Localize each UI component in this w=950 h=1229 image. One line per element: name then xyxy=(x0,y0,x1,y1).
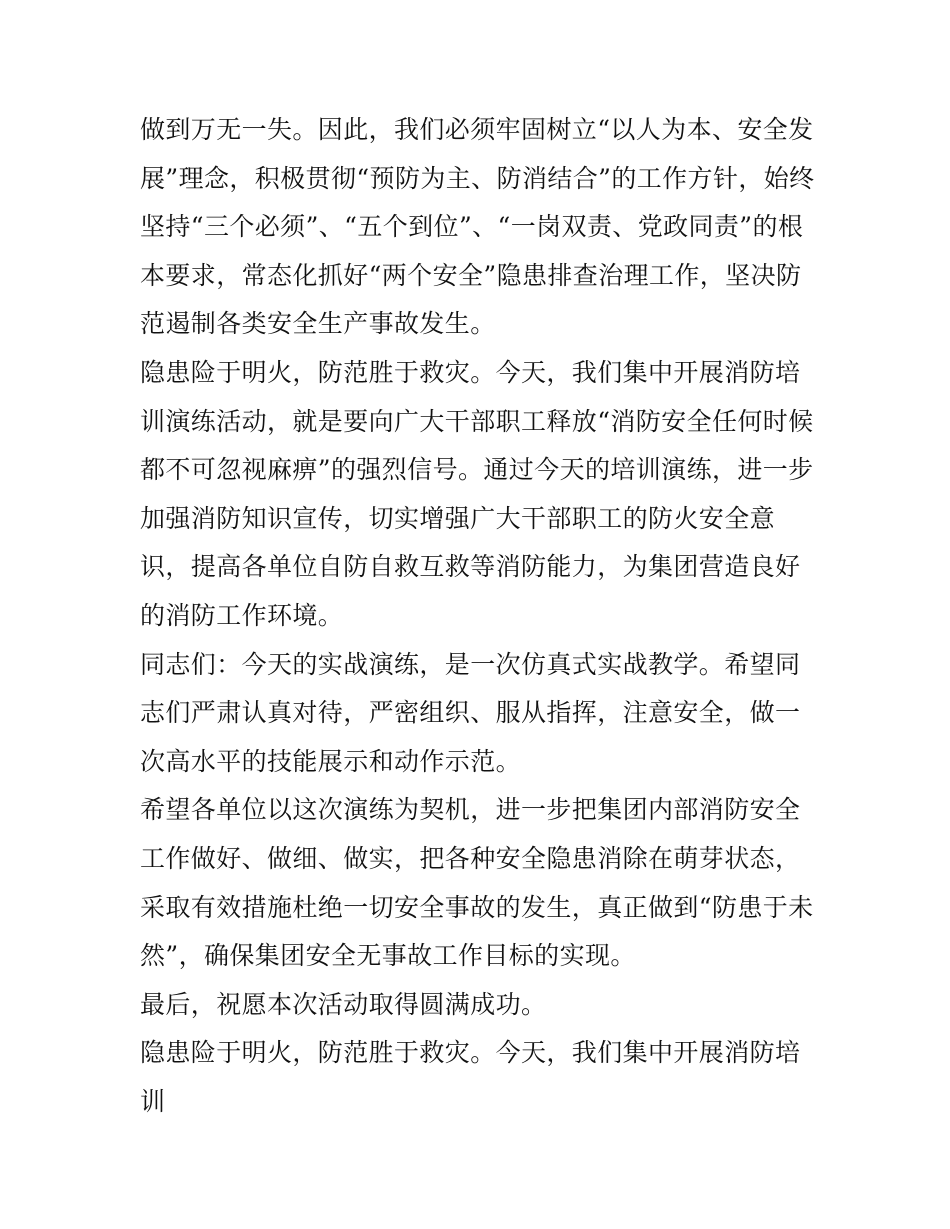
paragraph-1: 做到万无一失。因此，我们必须牢固树立“以人为本、安全发展”理念，积极贯彻“预防为主、防消结合”的工作方针，始终坚持“三个必须”、“五个到位”、“一岗双责、党政同责”的根本要求，常态化抓好“两个安全”隐患排查治理工作，坚决防范遏制各类安全生产事故发生。 xyxy=(140,115,815,339)
paragraph-2: 隐患险于明火，防范胜于救灾。今天，我们集中开展消防培训演练活动，就是要向广大干部职工释放“消防安全任何时候都不可忽视麻痹”的强烈信号。通过今天的培训演练，进一步加强消防知识宣传，切实增强广大干部职工的防火安全意识，提高各单位自防自救互救等消防能力，为集团营造良好的消防工作环境。 xyxy=(140,357,814,630)
paragraph-3: 同志们：今天的实战演练，是一次仿真式实战教学。希望同志们严肃认真对待，严密组织、服从指挥，注意安全，做一次高水平的技能展示和动作示范。 xyxy=(140,649,801,776)
paragraph-6: 隐患险于明火，防范胜于救灾。今天，我们集中开展消防培训 xyxy=(140,1038,801,1116)
paragraph-5: 最后，祝愿本次活动取得圆满成功。 xyxy=(140,989,547,1019)
document-body xyxy=(140,106,815,1126)
paragraph-4: 希望各单位以这次演练为契机，进一步把集团内部消防安全工作做好、做细、做实，把各种安全隐患消除在萌芽状态，采取有效措施杜绝一切安全事故的发生，真正做到“防患于未然”，确保集团安全无事故工作目标的实现。 xyxy=(140,795,814,971)
